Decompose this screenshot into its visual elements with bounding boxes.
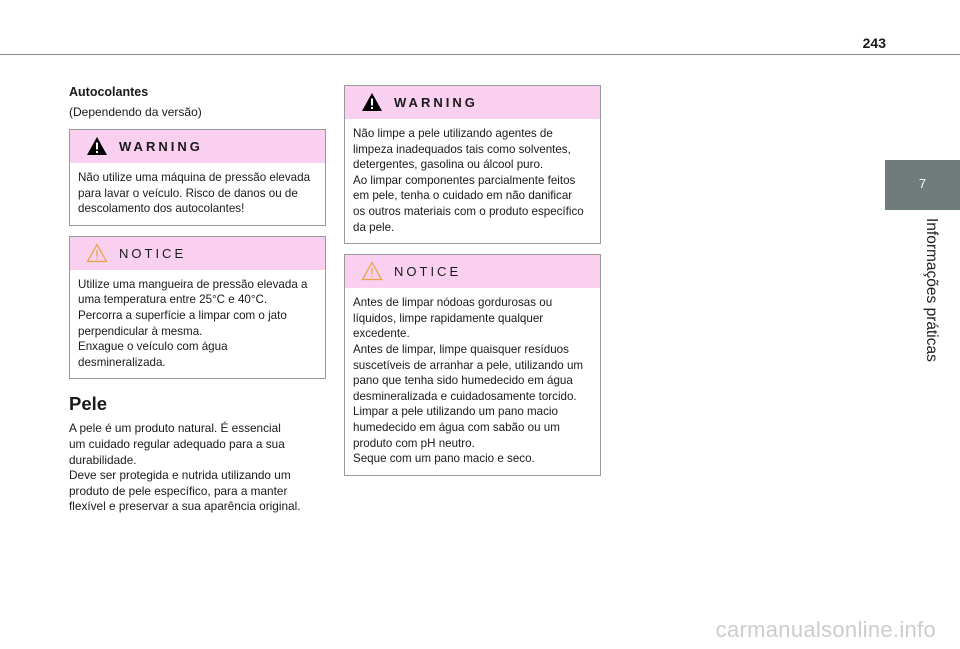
warning-text: [345, 119, 600, 243]
notice-box: [69, 236, 326, 380]
warning-box: [69, 129, 326, 226]
page-number: 243: [862, 35, 886, 51]
header-rule: [0, 54, 960, 55]
text-line: Deve ser protegida e nutrida utilizando um: [69, 468, 291, 483]
text-line: flexível e preservar a sua aparência original.: [69, 499, 301, 514]
notice-title: NOTICE: [119, 245, 187, 261]
text-line: os outros materiais com o produto específico: [353, 204, 584, 218]
warning-box: [344, 85, 601, 244]
text-line: Não limpe a pele utilizando agentes de: [353, 127, 553, 140]
version-note: (Dependendo da versão): [69, 105, 202, 119]
text-line: excedente.: [353, 327, 410, 341]
text-line: produto com pH neutro.: [353, 436, 475, 450]
text-line: uma temperatura entre 25°C e 40°C.: [78, 293, 268, 307]
text-line: um cuidado regular adequado para a sua: [69, 436, 285, 451]
section-subheading: Autocolantes: [69, 85, 149, 99]
notice-header: [70, 237, 325, 270]
watermark: carmanualsonline.info: [715, 617, 936, 642]
chapter-number: 7: [918, 176, 927, 191]
warning-header: [70, 130, 325, 163]
text-line: Limpar a pele utilizando um pano macio: [353, 405, 558, 419]
text-line: Antes de limpar, limpe quaisquer resíduos: [353, 342, 569, 356]
notice-text: [70, 270, 325, 379]
text-line: Enxague o veículo com água: [78, 340, 228, 354]
text-line: limpeza inadequados tais como solventes,: [353, 142, 571, 156]
notice-box: [344, 254, 601, 476]
text-line: suscetíveis de arranhar a pele, utilizando um: [353, 358, 584, 372]
section-body: [69, 421, 326, 515]
notice-header: [345, 255, 600, 288]
warning-header: [345, 86, 600, 119]
text-line: líquidos, limpe rapidamente qualquer: [353, 311, 544, 325]
middle-column: [344, 85, 601, 486]
warning-text: [70, 163, 325, 225]
text-line: Antes de limpar nódoas gordurosas ou: [353, 296, 553, 310]
notice-title: NOTICE: [394, 264, 462, 280]
text-line: durabilidade.: [69, 452, 137, 467]
chapter-tab[interactable]: [885, 160, 960, 210]
notice-text: [345, 288, 600, 475]
text-line: em pele, tenha o cuidado em não danificar: [353, 189, 573, 203]
text-line: Ao limpar componentes parcialmente feitos: [353, 173, 576, 187]
text-line: humedecido em água com sabão ou um: [353, 420, 560, 434]
chapter-label: Informações práticas: [923, 218, 940, 362]
text-line: Seque com um pano macio e seco.: [353, 452, 535, 466]
text-line: A pele é um produto natural. É essencial: [69, 421, 281, 436]
text-line: produto de pele específico, para a manter: [69, 483, 288, 498]
text-line: da pele.: [353, 220, 395, 234]
text-line: Utilize uma mangueira de pressão elevada a: [78, 277, 308, 291]
text-line: Percorra a superfície a limpar com o jato: [78, 308, 287, 322]
notice-icon: [361, 261, 383, 281]
text-line: desmineralizada.: [78, 355, 166, 369]
text-line: pano que tenha sido humedecido em água: [353, 374, 573, 388]
text-line: detergentes, gasolina ou álcool puro.: [353, 158, 544, 172]
text-line: Não utilize uma máquina de pressão elevada: [78, 171, 311, 184]
text-line: perpendicular à mesma.: [78, 324, 203, 338]
warning-title: WARNING: [394, 95, 478, 110]
text-line: desmineralizada e cuidadosamente torcido.: [353, 389, 577, 403]
warning-title: WARNING: [119, 139, 203, 154]
text-line: descolamento dos autocolantes!: [78, 202, 245, 216]
section-title: Pele: [69, 393, 108, 415]
left-column: [69, 85, 326, 515]
text-line: para lavar o veículo. Risco de danos ou de: [78, 186, 298, 200]
notice-icon: [86, 243, 108, 263]
warning-icon: [86, 136, 108, 156]
warning-icon: [361, 92, 383, 112]
